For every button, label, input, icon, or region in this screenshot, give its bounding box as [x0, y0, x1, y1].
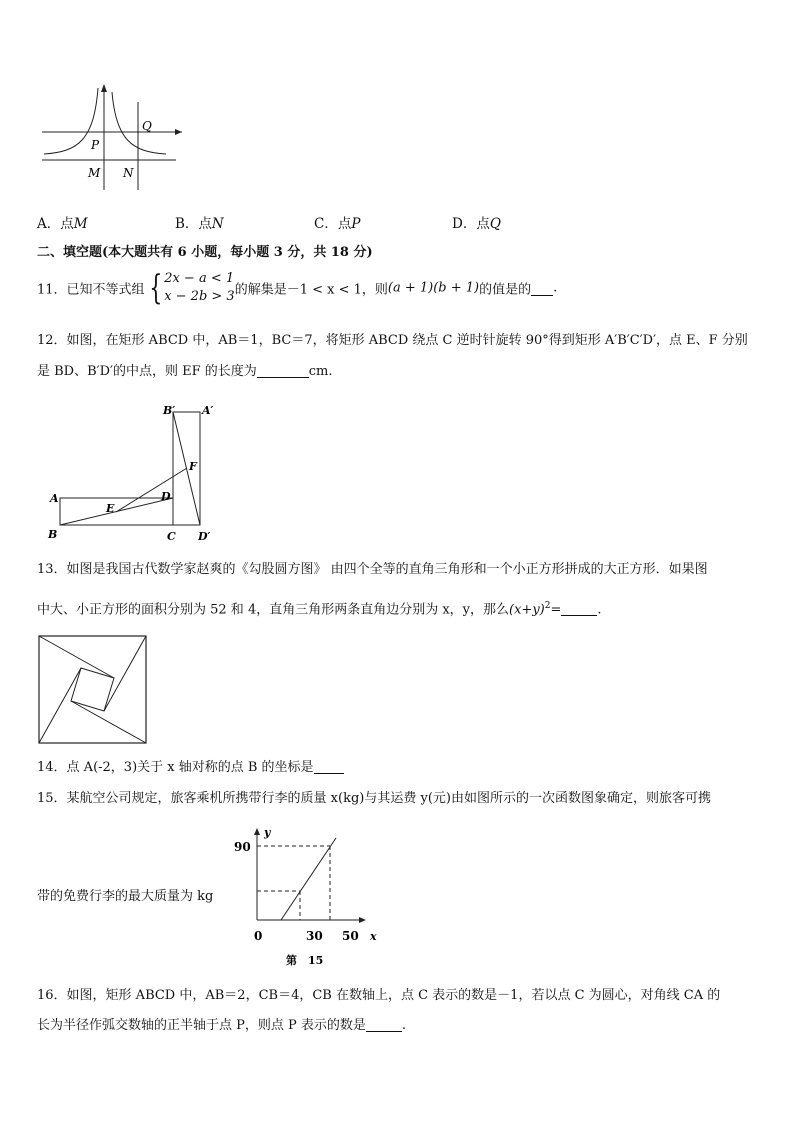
q10-label-n: N: [123, 166, 134, 180]
q12-label-d1: D′: [198, 530, 211, 543]
q10-graph: [36, 82, 186, 194]
question-14: [37, 758, 344, 778]
q15-line-1: 15．某航空公司规定，旅客乘机所携带行李的质量 x(kg)与其运费 y(元)由如图所示的一次函数图象确定，则旅客可携: [37, 791, 711, 806]
q10-option-b-label: B．点: [175, 216, 212, 232]
q10-option-b[interactable]: [175, 212, 224, 232]
q11-end: .: [553, 280, 558, 296]
question-11: [37, 270, 557, 306]
q12-label-b1: B′: [163, 404, 176, 417]
q11-prefix: 11．已知不等式组: [37, 282, 145, 298]
q12-answer-blank[interactable]: [257, 363, 309, 378]
q11-suffix: 的值是的: [479, 282, 532, 298]
q15-y-tick-90: 90: [234, 840, 251, 854]
q13-line-2: [37, 596, 602, 620]
q15-x-tick-30: 30: [306, 929, 323, 943]
q13-outer-square: [39, 636, 146, 743]
q13-line-1: 13．如图是我国古代数学家赵爽的《勾股圆方图》 由四个全等的直角三角形和一个小正方形拼成的大正方形．如果图: [37, 562, 708, 577]
q13-expr: (x+y): [509, 602, 545, 618]
q16-end: .: [401, 1018, 407, 1033]
q10-option-c-label: C．点: [314, 216, 352, 232]
q14-text: 14．点 A(-2，3)关于 x 轴对称的点 B 的坐标是: [37, 760, 314, 775]
q12-label-b: B: [48, 528, 58, 541]
q10-option-a-label: A．点: [37, 216, 74, 232]
q15-x-axis-arrow: [359, 917, 366, 923]
q15-caption: 第 15: [286, 954, 324, 967]
q15-y-axis-arrow: [254, 828, 260, 835]
q16-line-2: [37, 1016, 406, 1036]
q13-hyp-2: [104, 636, 146, 711]
q11-ineq-1: 2x − a < 1: [164, 271, 235, 286]
q10-option-d-label: D．点: [452, 216, 490, 232]
q10-option-a[interactable]: [37, 212, 88, 232]
q13-figure: [38, 635, 148, 745]
q12-line-2-prefix: 是 BD、B′D′的中点，则 EF 的长度为: [37, 364, 257, 379]
q15-function-line: [281, 838, 336, 920]
q13-hyp-4: [39, 668, 81, 743]
q11-expr: (a + 1)(b + 1): [387, 280, 480, 296]
q10-label-m: M: [88, 166, 101, 180]
q12-line-2-suffix: cm.: [308, 364, 333, 379]
q15-x-tick-50: 50: [342, 929, 359, 943]
q15-line-2: 带的免费行李的最大质量为 kg: [37, 889, 214, 904]
q13-hyp-3: [71, 701, 146, 743]
q15-x-label: x: [370, 930, 377, 943]
q12-figure: [46, 402, 226, 546]
q12-line-2: [37, 362, 333, 382]
q10-option-a-point: M: [73, 216, 88, 232]
section-2-title: 二、填空题(本大题共有 6 小题，每小题 3 分，共 18 分): [37, 245, 373, 260]
q12-segment-ef: [116, 468, 187, 512]
q10-left-branch: [44, 88, 98, 154]
q13-answer-blank[interactable]: [561, 601, 597, 616]
q10-right-branch: [112, 92, 166, 154]
q10-label-p: P: [91, 138, 100, 152]
q10-option-c[interactable]: [314, 212, 360, 232]
q12-label-d: D: [161, 490, 171, 503]
q12-label-a: A: [50, 492, 59, 505]
q10-line-m-arrow: [101, 84, 107, 92]
q13-equals: =: [550, 602, 562, 618]
q13-hyp-1: [39, 636, 114, 678]
q12-label-f: F: [189, 460, 197, 473]
q13-exponent: 2: [544, 601, 551, 611]
q11-ineq-2: x − 2b > 3: [164, 289, 235, 304]
q10-option-d-point: Q: [489, 216, 501, 232]
q13-line-2-prefix: 中大、小正方形的面积分别为 52 和 4，直角三角形两条直角边分别为 x，y，那么: [37, 602, 510, 618]
q16-answer-blank[interactable]: [366, 1017, 402, 1032]
q12-label-a1: A′: [202, 404, 214, 417]
q10-upper-axis-arrow: [175, 129, 182, 135]
q13-end: .: [597, 602, 602, 618]
q15-graph: [226, 826, 386, 970]
q10-option-d[interactable]: [452, 212, 501, 232]
q12-label-c: C: [167, 530, 176, 543]
q15-origin: 0: [254, 929, 263, 943]
q10-option-b-point: N: [211, 216, 224, 232]
q11-system: [164, 270, 235, 306]
q16-line-1: 16．如图，矩形 ABCD 中，AB＝2，CB＝4，CB 在数轴上，点 C 表示的数是－1，若以点 C 为圆心，对角线 CA 的: [37, 988, 721, 1003]
q11-middle: 的解集是－1 < x < 1，则: [234, 282, 388, 298]
q15-y-label: y: [264, 826, 271, 839]
q10-option-c-point: P: [351, 216, 361, 232]
q10-label-q: Q: [142, 119, 152, 133]
q16-line-2-prefix: 长为半径作弧交数轴的正半轴于点 P，则点 P 表示的数是: [37, 1018, 366, 1033]
q14-answer-blank[interactable]: [314, 759, 344, 774]
q11-brace: {: [148, 268, 162, 308]
q12-line-1: 12．如图，在矩形 ABCD 中，AB＝1，BC＝7，将矩形 ABCD 绕点 C 逆时针旋转 90°得到矩形 A′B′C′D′，点 E、F 分别: [37, 333, 748, 348]
q11-answer-blank[interactable]: [531, 281, 553, 296]
q12-label-e: E: [106, 502, 115, 515]
